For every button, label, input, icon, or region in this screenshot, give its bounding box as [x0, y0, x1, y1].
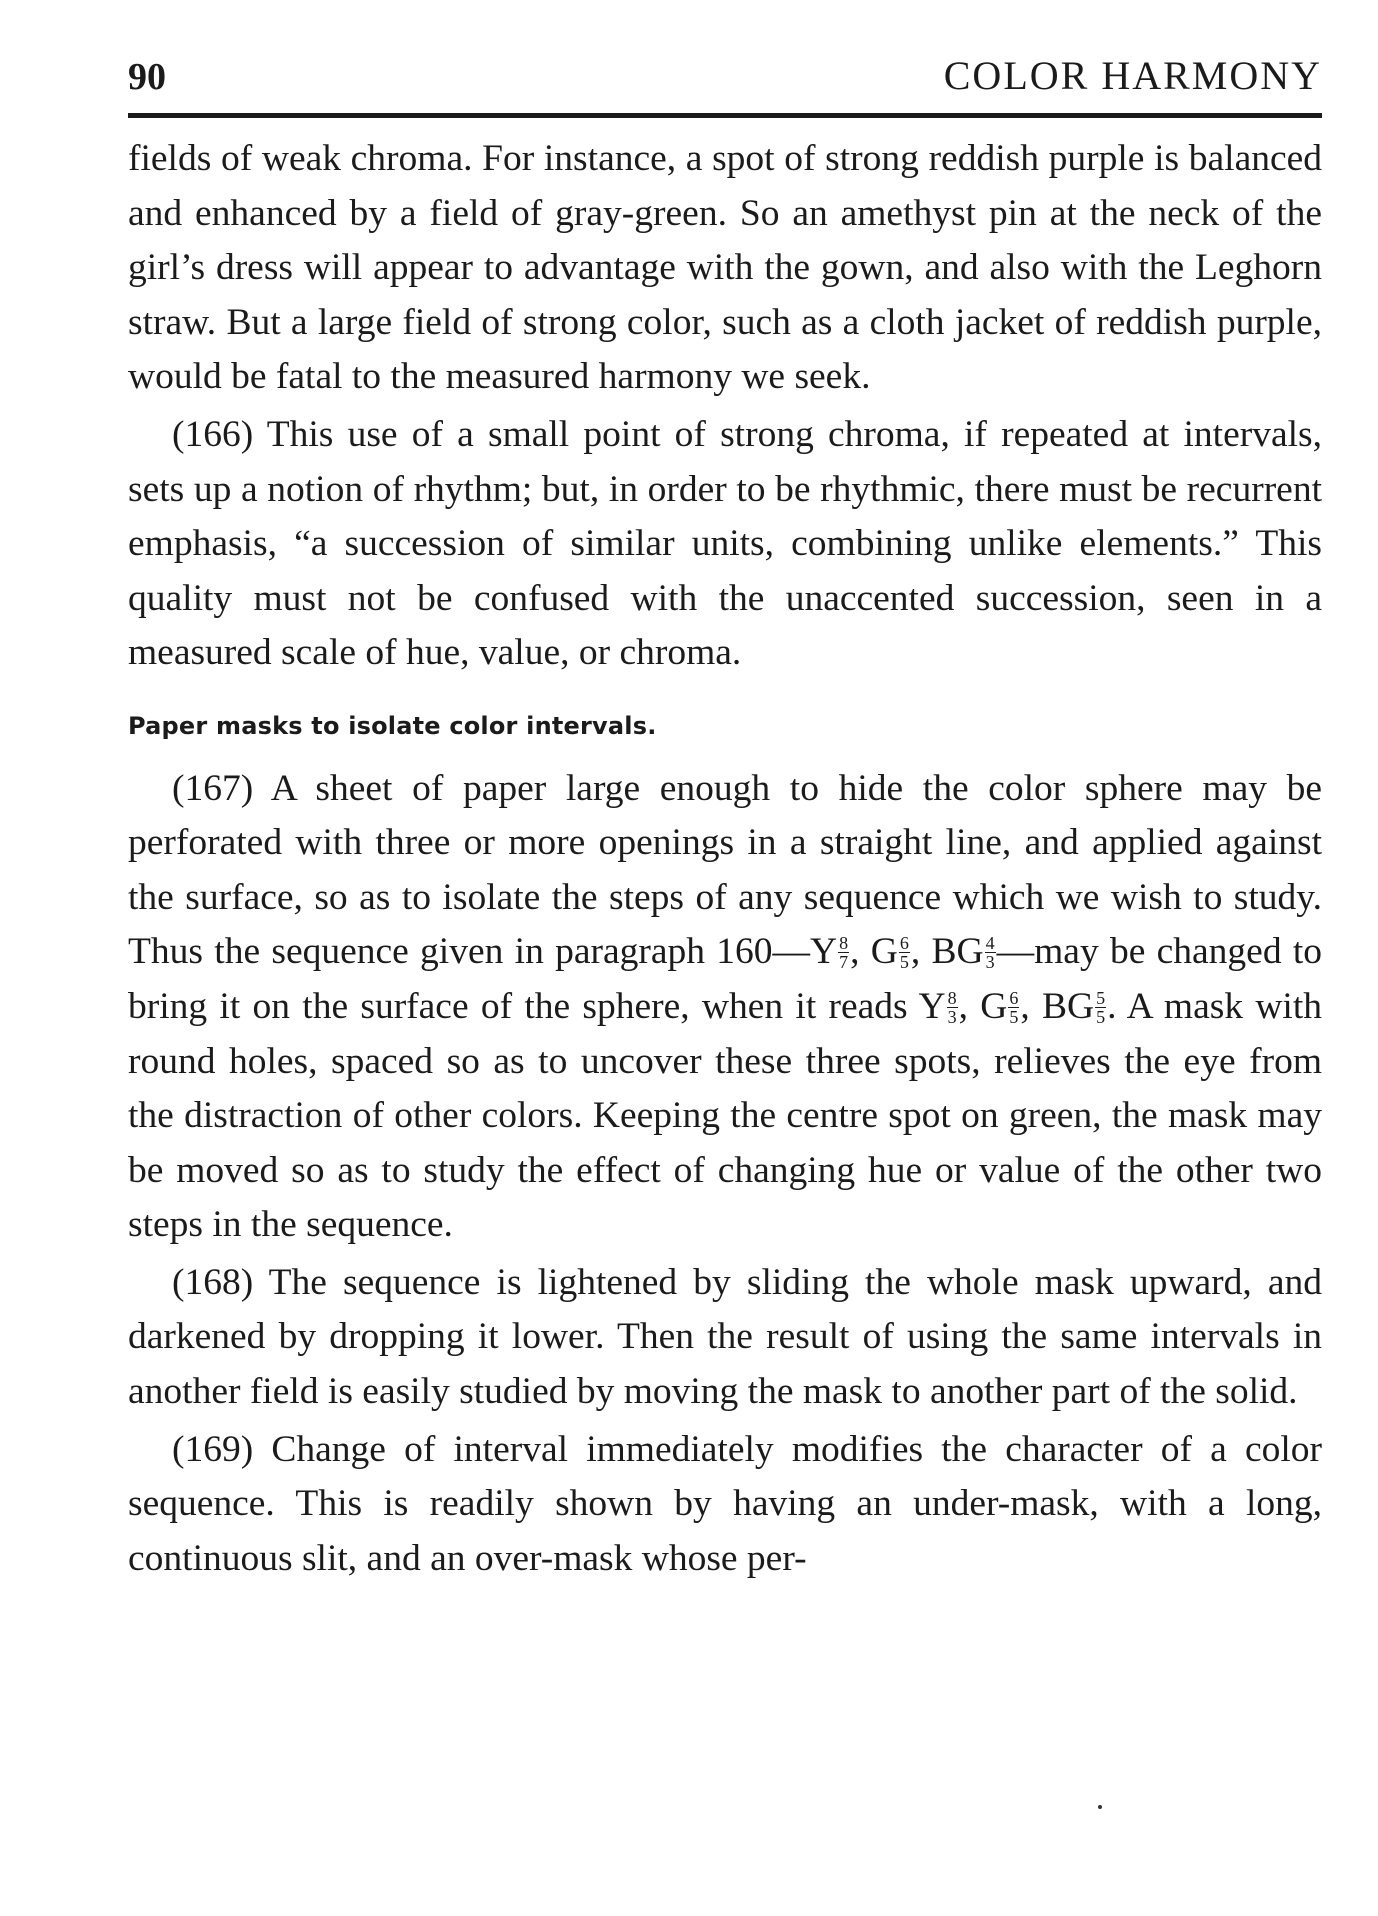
notation-fraction — [985, 934, 996, 971]
notation-separator: , — [1020, 985, 1042, 1027]
notation-separator: , — [958, 985, 981, 1027]
notation-fraction — [838, 934, 849, 971]
notation-hue: G — [870, 931, 898, 973]
paragraph-167-part2: —may be changed to bring it on the surface of the sphere, when it reads — [128, 931, 1323, 1027]
paragraph-167 — [128, 762, 1322, 1253]
notation-chroma: 3 — [985, 952, 995, 973]
notation-value: 6 — [1009, 987, 1019, 1008]
paragraph-169: (169) Change of interval immediately modifies the character of a color sequence. This is readily shown by having an under-mask, with a long, continuous slit, and an over-mask whose per- — [128, 1428, 1322, 1579]
body-text — [128, 132, 1322, 1586]
book-page — [128, 52, 1322, 1586]
notation-fraction — [1095, 989, 1106, 1026]
notation-chroma: 5 — [899, 952, 909, 973]
notation-separator: , — [910, 931, 932, 973]
side-heading: Paper masks to isolate color intervals. — [128, 711, 657, 740]
notation-chroma: 3 — [947, 1006, 957, 1027]
paragraph-168: (168) The sequence is lightened by sliding the whole mask upward, and darkened by dropping it lower. Then the result of using the same intervals in another field is easily studied by moving the mask to another part of the solid. — [128, 1261, 1322, 1413]
notation-fraction — [1008, 989, 1019, 1026]
notation-value: 8 — [839, 933, 849, 954]
page-number: 90 — [128, 56, 166, 98]
notation-hue: Y — [810, 931, 838, 973]
notation-hue: BG — [931, 931, 984, 973]
notation-value: 6 — [899, 933, 909, 954]
paragraph-continued: fields of weak chroma. For instance, a spot of strong reddish purple is balanced and enhanced by a field of gray-green. So an amethyst pin at the neck of the girl’s dress will appear to advantage with the gown, and also with the Leghorn straw. But a large field of strong color, such as a cloth jacket of reddish purple, would be fatal to the measured harmony we seek. — [128, 138, 1322, 398]
notation-value: 5 — [1096, 987, 1106, 1008]
notation-chroma: 5 — [1009, 1006, 1019, 1027]
notation-value: 4 — [985, 933, 995, 954]
notation-fraction — [947, 989, 958, 1026]
sequence-2 — [919, 986, 1108, 1027]
notation-separator: , — [850, 931, 871, 973]
notation-chroma: 5 — [1096, 1006, 1106, 1027]
paragraph-167-part1: (167) A sheet of paper large enough to hide the color sphere may be perforated with three or more openings in a straight line, and applied against the surface, so as to isolate the steps of any sequence which we wish to study. Thus the sequence given in paragraph 160— — [128, 767, 1322, 973]
notation-hue: Y — [918, 985, 946, 1027]
notation-chroma: 7 — [839, 952, 849, 973]
running-title: COLOR HARMONY — [943, 53, 1322, 98]
print-speck — [1098, 1805, 1102, 1809]
sequence-1 — [810, 931, 997, 972]
page-header — [128, 52, 1322, 99]
notation-fraction — [899, 934, 910, 971]
header-rule — [128, 113, 1322, 118]
notation-hue: BG — [1041, 985, 1095, 1027]
notation-value: 8 — [947, 987, 957, 1008]
notation-hue: G — [980, 985, 1008, 1027]
paragraph-167-part3: . A mask with round holes, spaced so as to uncover these three spots, relieves the eye from the distraction of other colors. Keeping the centre spot on green, the mask may be moved so as to study the effect of changing hue or value of the other two steps in the sequence. — [128, 985, 1323, 1246]
paragraph-166: (166) This use of a small point of strong chroma, if repeated at intervals, sets up a notion of rhythm; but, in order to be rhythmic, there must be recurrent emphasis, “a succession of similar units, combining unlike elements.” This quality must not be confused with the unaccented succession, seen in a measured scale of hue, value, or chroma. — [128, 413, 1322, 674]
